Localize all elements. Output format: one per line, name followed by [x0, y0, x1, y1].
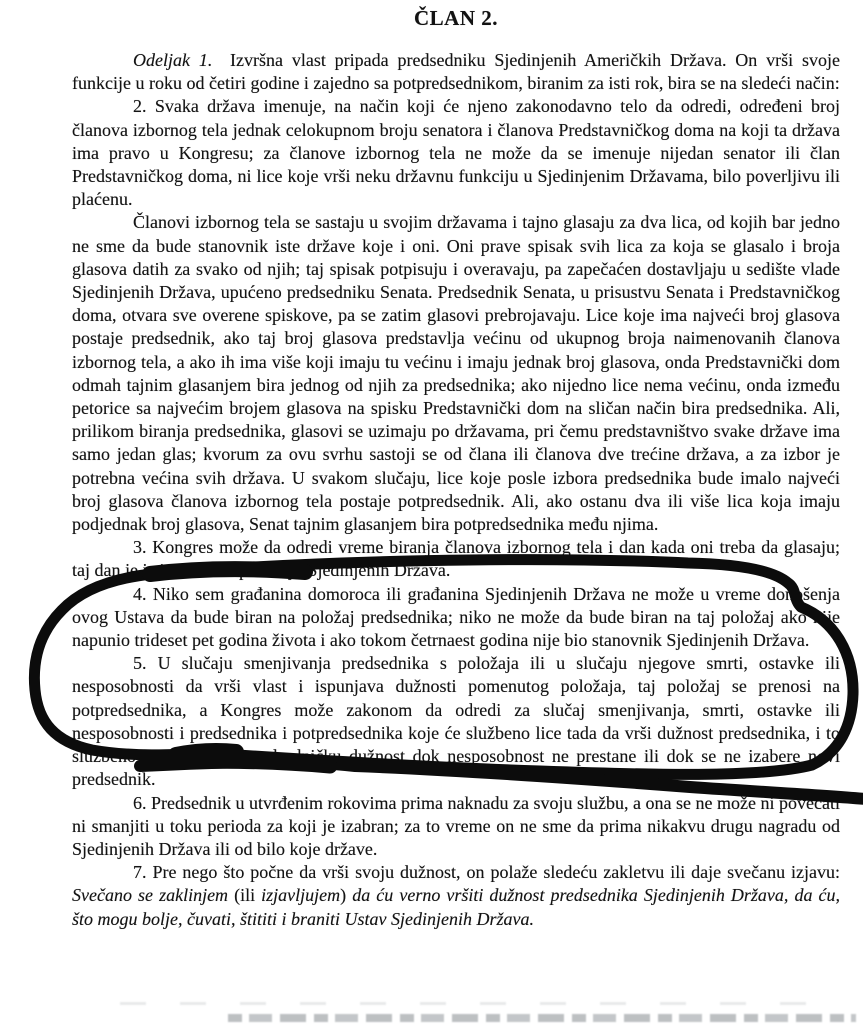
paragraph-text: 3. Kongres može da odredi vreme biranja članova izbornog tela i dan kada oni treba da glasaju; taj dan je isti na celom području Sjedinjenih Država. — [72, 537, 840, 581]
paragraph-text: 7. Pre nego što počne da vrši svoju dužnost, on polaže sledeću zakletvu ili daje svečanu izjavu: — [133, 862, 840, 883]
paragraph-text-italic: Svečano se zaklinjem — [72, 885, 229, 906]
paragraph-text: Izvršna vlast pripada predsedniku Sjedinjenih Američkih Država. On vrši svoje funkcije u roku od četiri godine i zajedno sa potpredsednikom, biranim za isti rok, bira se na sledeći način: — [72, 50, 840, 94]
paragraph — [72, 583, 840, 653]
paragraph — [72, 861, 840, 931]
paragraph-text-italic: Odeljak 1. — [133, 50, 213, 70]
document-body — [72, 49, 840, 931]
paragraph-text-italic: da ću verno vršiti dužnost predsednika Sjedinjenih Država, da ću, što mogu bolje, čuvati, štititi i braniti Ustav Sjedinjenih Država. — [72, 885, 841, 929]
paragraph-text: Članovi izbornog tela se sastaju u svojim državama i tajno glasaju za dva lica, od kojih bar jedno ne sme da bude stanovnik iste države koje i oni. Oni prave spisak svih lica za koja se glasalo i broja glasova datih za svako od njih; taj spisak potpisuju i overavaju, pa zapečaćen dostavljaju u sedište vlade Sjedinjenih Država, upućeno predsedniku Senata. Predsednik Senata, u prisustvu Senata i Predstavničkog doma, otvara sve overene spiskove, pa se zatim glasovi prebrojavaju. Lice koje ima najveći broj glasova postaje predsednik, ako taj broj glasova predstavlja većinu od ukupnog broja naimenovanih članova izbornog tela, a ako ih ima više koji imaju tu većinu i imaju jednak broj glasova, onda Predstavnički dom odmah tajnim glasanjem bira jednog od njih za predsednika; ako nijedno lice nema većinu, onda između petorice sa najvećim brojem glasova na spisku Predstavnički dom na sličan način bira predsednika. Ali, prilikom biranja predsednika, glasovi se uzimaju po državama, pri čemu predstavništvo svake države ima samo jedan glas; kvorum za ovu svrhu sastoji se od člana ili članova dve trećine država, a za izbor je potrebna većina svih država. U svakom slučaju, lice koje posle izbora predsednika bude imalo najveći broj glasova članova izbornog tela postaje potpredsednik. Ali, ako ostanu dva ili više lica koja imaju podjednak broj glasova, Senat tajnim glasanjem bira potpredsednika među njima. — [72, 212, 840, 535]
paragraph-text: 2. Svaka država imenuje, na način koji će njeno zakonodavno telo da odredi, određeni broj članova izbornog tela jednak celokupnom broju senatora i članova Predstavničkog doma na koji ta država ima pravo u Kongresu; za članove izbornog tela ne može da se imenuje nijedan senator ili član Predstavničkog doma, ni lice koje vrši neku državnu funkciju u Sjedinjenim Državama, bilo poverljivu ili plaćenu. — [72, 96, 840, 210]
paragraph-text: ) — [340, 885, 353, 906]
paragraph — [72, 49, 840, 95]
paragraph — [72, 652, 840, 791]
article-title: ČLAN 2. — [413, 6, 498, 30]
paragraph-text: 4. Niko sem građanina domoroca ili građanina Sjedinjenih Država ne može u vreme donošenja ovog Ustava da bude biran na položaj predsednika; niko ne može da bude biran na taj položaj ako nije napunio trideset pet godina života i ako tokom četrnaest godina nije bio stanovnik Sjedinjenih Država. — [72, 583, 840, 651]
paragraph — [72, 211, 840, 536]
paragraph-text: (ili — [228, 885, 262, 906]
paragraph-text: 6. Predsednik u utvrđenim rokovima prima naknadu za svoju službu, a ona se ne može ni povećati ni smanjiti u toku perioda za koji je izabran; za to vreme on ne sme da prima nikakvu drugu nagradu od Sjedinjenih Država ili od bilo koje države. — [72, 792, 840, 859]
paragraph — [72, 792, 840, 862]
paragraph — [72, 536, 840, 582]
paragraph-text: 5. U slučaju smenjivanja predsednika s položaja ili u slučaju njegove smrti, ostavke ili nesposobnosti da vrši vlast i ispunjava dužnosti pomenutog položaja, taj položaj se prenosi na potpredsednika, a Kongres može zakonom da odredi za slučaj smenjivanja, smrti, ostavke ili nesposobnosti i predsednika i potpredsednika koje će službeno lice tada da vrši dužnost predsednika, i to službeno lice će vršiti predsedničku dužnost dok nesposobnost ne prestane ili dok se ne izabere novi predsednik. — [72, 653, 840, 790]
paragraph — [72, 95, 840, 211]
cutoff-text-smudge-upper — [120, 1002, 820, 1005]
cutoff-text-line — [228, 1014, 856, 1022]
paragraph-text-italic: izjavljujem — [261, 885, 341, 906]
